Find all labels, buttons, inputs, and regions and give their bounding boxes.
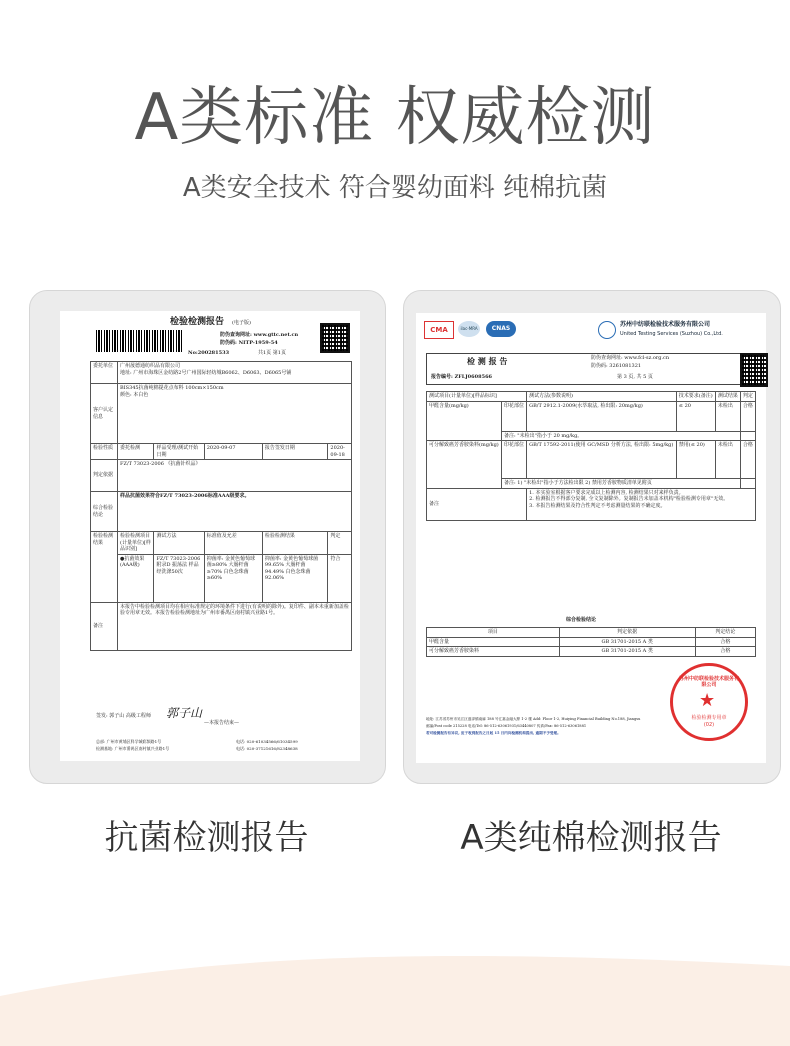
row1-result: 未检出 (715, 401, 740, 431)
col-result: 检验检测结果 (262, 532, 328, 555)
row1-part: 印花部位 (502, 401, 527, 431)
row2-requirement: 禁用(≤ 20) (676, 441, 715, 479)
uts-logo-icon (598, 321, 616, 339)
stamp-text: 苏州中纺联检验技术服务有限公司 (678, 676, 739, 688)
lab-address: 地址: 江苏省苏州市吴江区盛泽镇南麻 188 号汇嘉金融大厦 1-2 楼 Add: Floor 1-2, Huiying Financial Building No.188, Jiangsu (426, 717, 641, 721)
summary-col-basis: 判定依据 (559, 628, 695, 638)
footer-tel2: 电话: 020-37121616/82348638 (236, 746, 298, 751)
basis-value: FZ/T 73023-2006 《抗菌针织品》 (118, 460, 352, 492)
report-sheet-right (416, 313, 766, 763)
report-table-left (90, 361, 352, 651)
anti-fake-url: 防伪查询网址: www.gttc.net.cn (220, 332, 299, 338)
summary-row1-basis: GB 31701-2015 A 类 (559, 637, 695, 647)
company-name-en: United Testing Services (Suzhou) Co.,Ltd. (620, 331, 723, 337)
col-item: 检验检测项目(计量单位)[样品识别] (118, 532, 154, 555)
row1-note: 备注: "未检出"指小于 20 mg/kg。 (502, 431, 741, 441)
summary-row2-result: 合格 (695, 647, 755, 657)
official-seal-stamp (670, 663, 748, 741)
caption-antibacterial: 抗菌检测报告 (104, 818, 309, 858)
barcode (96, 330, 184, 352)
report-title: 检验检测报告 (170, 317, 225, 327)
summary-row2-basis: GB 31701-2015 A 类 (559, 647, 695, 657)
item-value: ●抗菌效果(AAA级) (118, 554, 154, 602)
sample-color: 颜色: 本白色 (120, 391, 149, 398)
row2-note: 备注: 1) "未检出"指小于方法检出限 2) 禁用芳香胺物质清单见附页 (502, 479, 741, 489)
report-query: 防伪查询网址: www.fcl-sz.org.cn (591, 355, 670, 361)
report-number: No:200281533 (188, 350, 230, 356)
test-table (426, 391, 756, 521)
col-judge: 判定 (328, 532, 352, 555)
report-number: 报告编号: ZFLJ0608566 (431, 374, 493, 380)
basis-label: 判定依据 (91, 460, 118, 492)
qr-code (740, 353, 768, 387)
row2-judge: 合格 (740, 441, 755, 479)
summary-col-item: 项目 (427, 628, 560, 638)
conclusion-label: 综合检验结论 (91, 492, 118, 532)
summary-row2-item: 可分解致癌芳香胺染料 (427, 647, 560, 657)
row2-method: GB/T 17592-2011(使用 GC/MSD 分析方法, 检出限: 5mg/kg) (527, 441, 677, 479)
report-end: —本报告结束— (204, 720, 240, 726)
client-label: 委托单位 (91, 362, 118, 384)
col-judge: 判定 (740, 392, 755, 402)
conclusion-value: 样品抗菌效果符合FZ/T 73023-2006标准AAA级要求。 (118, 492, 352, 532)
col-requirement: 标准值及允差 (204, 532, 262, 555)
judge-value: 符合 (328, 554, 352, 602)
footer-base: 检测基地: 广州市番禺区南村镇兴业路1号 (96, 746, 170, 751)
stamp-sub: 检验检测专用章 (691, 715, 727, 721)
type-value: 委托检测 (118, 444, 154, 460)
remark-label: 备注 (427, 488, 527, 520)
summary-row1-item: 甲醛含量 (427, 637, 560, 647)
type-label: 检验性质 (91, 444, 118, 460)
col-item: 测试项目(计量单位)[样品标识] (427, 392, 527, 402)
col-method: 测试方法(参数说明) (527, 392, 677, 402)
row2-item: 可分解致癌芳香胺染料(mg/kg) (427, 441, 502, 489)
stamp-number: (02) (703, 722, 715, 728)
page-subtitle: A类安全技术 符合婴幼面料 纯棉抗菌 (182, 173, 608, 203)
report-edition: (电子版) (232, 320, 251, 326)
report-sheet-left (60, 311, 360, 761)
issue-value: 2020-09-18 (328, 444, 352, 460)
footer-tel1: 电话: 020-61034566/61034599 (236, 739, 298, 744)
report-header-box (426, 353, 748, 385)
row1-method: GB/T 2912.1-2009(水萃取法, 检出限: 20mg/kg) (527, 401, 677, 431)
results-label: 检验检测结果 (91, 532, 118, 603)
issue-label: 报告签发日期 (262, 444, 328, 460)
row2-part: 印花部位 (502, 441, 527, 479)
report-code: 防伪码: 3261081321 (591, 363, 642, 369)
sample-desc: BIS345抗菌纯棉提花点布料 100cm×150cm (120, 385, 224, 391)
cma-logo: CMA (424, 321, 454, 339)
objection-notice: 若对检测报告有异议, 应于收到报告之日起 15 日内向检测机构提出, 逾期不予受理。 (426, 731, 561, 735)
qr-code (320, 323, 350, 353)
report-page: 共1页 第1页 (258, 350, 286, 356)
page-title: A类标准 权威检测 (134, 81, 656, 155)
antibacterial-report-card[interactable] (29, 290, 386, 784)
client-address: 地址: 广州市海珠区金纺路2号广州国际轻纺城B6062、D6063、D6065号铺 (120, 369, 292, 376)
remark-2: 2. 检测报告不得部分复制, 全文复制除外。复制报告未加盖本机构"检验检测专用章"无效。 (529, 496, 729, 502)
signer: 签发: 郭子山 高级工程师 (96, 713, 151, 719)
col-requirement: 技术要求(备注) (676, 392, 715, 402)
note-label: 备注 (91, 602, 118, 650)
a-class-cotton-report-card[interactable] (403, 290, 781, 784)
row2-result: 未检出 (715, 441, 740, 479)
method-value: FZ/T 73023-2006 附录D 振荡法 样品经洗涤50次 (154, 554, 204, 602)
decorative-wave (0, 926, 790, 1046)
col-method: 测试方法 (154, 532, 204, 555)
footer-hq: 总部: 广州市黄埔区科学城彩频路1号 (96, 739, 162, 744)
date-value: 2020-09-07 (204, 444, 262, 460)
cnas-logo: CNAS (486, 321, 516, 337)
report-page: 第 3 页, 共 5 页 (617, 374, 653, 380)
sample-label: 客户认定信息 (91, 384, 118, 444)
stamp-star-icon: ★ (699, 690, 716, 711)
row1-requirement: ≤ 20 (676, 401, 715, 431)
handwritten-signature: 郭子山 (166, 706, 203, 720)
note-value: 本报告中检验检测项目均在相应标准规定的环境条件下进行(有说明的除外)。复印件、副本未重新加盖检验专用章无效。本报告检验检测地址为广州市番禺区南村镇兴业路1号。 (118, 602, 352, 650)
date-label: 样品受理/测试开始日期 (154, 444, 204, 460)
remark-3: 3. 本报告检测结果及符合性判定不考虑测量结果的不确定度。 (529, 502, 666, 509)
ilac-logo: ilac-MRA (458, 321, 480, 337)
row1-judge: 合格 (740, 401, 755, 431)
summary-col-result: 判定结论 (695, 628, 755, 638)
company-name-cn: 苏州中纺联检验技术服务有限公司 (620, 321, 711, 328)
client-value: 广州晟德通纺织品有限公司 (120, 363, 181, 369)
col-result: 测试结果 (715, 392, 740, 402)
requirement-value: 抑菌率: 金黄色葡萄球菌≥80% 大肠杆菌≥70% 白色念珠菌≥60% (204, 554, 262, 602)
summary-row1-result: 合格 (695, 637, 755, 647)
summary-table (426, 627, 756, 657)
remark-1: 1. 本实验室根据客户要求完成以上检测内容, 检测结果只对来样负责。 (529, 489, 684, 496)
report-title: 检 测 报 告 (467, 357, 508, 366)
anti-fake-code: 防伪码: NITP-1959-54 (220, 340, 278, 346)
summary-title: 综合检验结论 (566, 617, 597, 623)
result-value: 抑菌率: 金黄色葡萄球菌 99.65% 大肠杆菌 94.49% 白色念珠菌 92.06% (262, 554, 328, 602)
lab-postal: 邮编/Post code 215228 电话/Tel: 86-512-63061931/63440807 传真/Fax: 86-512-63061881 (426, 724, 587, 728)
row1-item: 甲醛含量(mg/kg) (427, 401, 502, 441)
caption-a-class: A类纯棉检测报告 (460, 818, 722, 858)
